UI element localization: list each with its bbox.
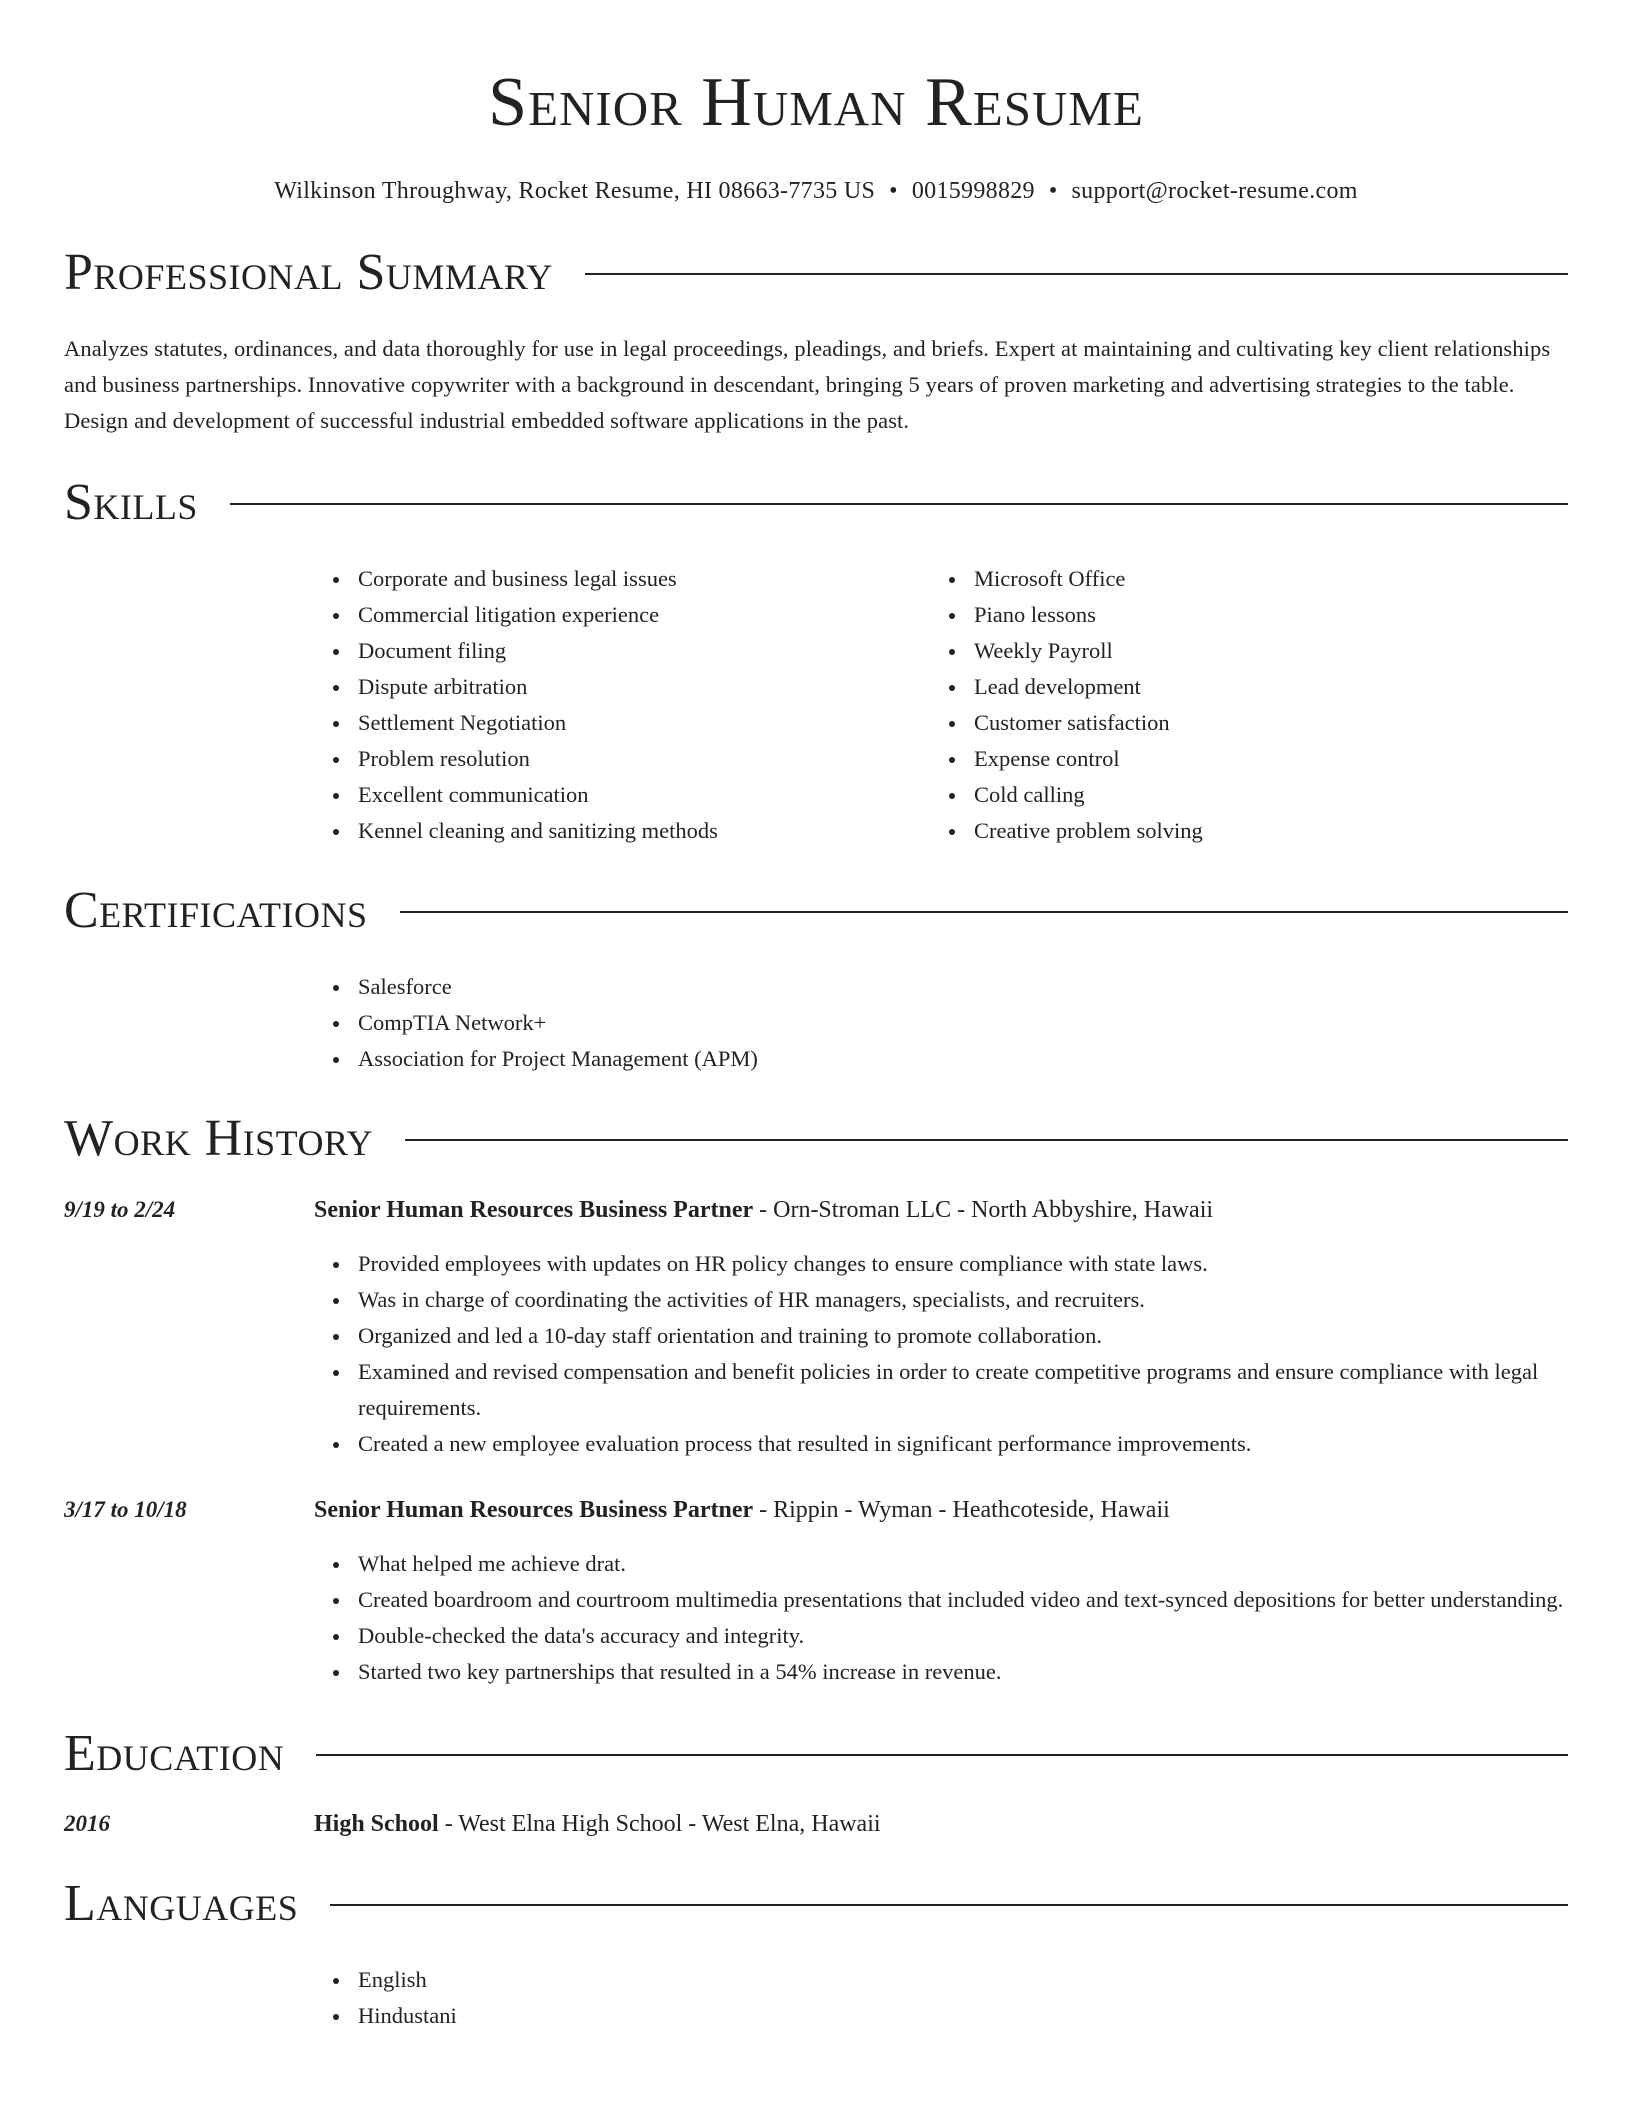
language-item: English xyxy=(358,1962,1568,1998)
work-title: Work History xyxy=(64,1109,374,1167)
job-bullets xyxy=(314,1246,1568,1462)
skill-item: Dispute arbitration xyxy=(358,669,930,705)
contact-address: Wilkinson Throughway, Rocket Resume, HI 08663-7735 US xyxy=(274,178,876,204)
summary-section xyxy=(64,241,1568,439)
job-dates: 9/19 to 2/24 xyxy=(64,1197,176,1222)
job-bullet: Created a new employee evaluation process that resulted in significant performance improvements. xyxy=(358,1426,1568,1462)
job-company: - Orn-Stroman LLC - North Abbyshire, Hawaii xyxy=(753,1197,1214,1223)
skill-item: Expense control xyxy=(974,741,1546,777)
job-bullet: Started two key partnerships that resulted in a 54% increase in revenue. xyxy=(358,1654,1568,1690)
contact-email: support@rocket-resume.com xyxy=(1071,178,1358,204)
job-header xyxy=(64,1492,1568,1528)
job-title-line xyxy=(314,1192,1213,1228)
skill-item: Weekly Payroll xyxy=(974,633,1546,669)
job-bullet: Provided employees with updates on HR policy changes to ensure compliance with state laws. xyxy=(358,1246,1568,1282)
skill-item: Settlement Negotiation xyxy=(358,705,930,741)
languages-section xyxy=(64,1872,1568,2034)
contact-separator: • xyxy=(889,178,898,204)
languages-title: Languages xyxy=(64,1874,299,1932)
work-section xyxy=(64,1107,1568,1690)
section-divider xyxy=(400,911,1568,913)
section-divider xyxy=(330,1904,1568,1906)
job-title-line xyxy=(314,1492,1170,1528)
section-divider xyxy=(316,1754,1568,1756)
skill-item: Excellent communication xyxy=(358,777,930,813)
skill-item: Customer satisfaction xyxy=(974,705,1546,741)
summary-text: Analyzes statutes, ordinances, and data thoroughly for use in legal proceedings, pleadings, and briefs. Expert at maintaining and cultivating key client relationships and business partnerships. Innovative copywriter with a background in descendant, bringing 5 years of proven marketing and advertising strategies to the table. Design and development of successful industrial embedded software applications in the past. xyxy=(64,336,1551,433)
summary-title: Professional Summary xyxy=(64,243,553,301)
section-divider xyxy=(230,503,1568,505)
section-divider xyxy=(585,273,1568,275)
skill-item: Commercial litigation experience xyxy=(358,597,930,633)
skill-item: Problem resolution xyxy=(358,741,930,777)
resume-page xyxy=(64,0,1568,2034)
job-bullet: Double-checked the data's accuracy and integrity. xyxy=(358,1618,1568,1654)
job-entry xyxy=(64,1192,1568,1462)
section-divider xyxy=(405,1139,1568,1141)
skill-item: Creative problem solving xyxy=(974,813,1546,849)
skills-title: Skills xyxy=(64,473,198,531)
skill-item: Microsoft Office xyxy=(974,561,1546,597)
skills-list-left xyxy=(314,561,930,849)
job-position: Senior Human Resources Business Partner xyxy=(314,1497,754,1523)
certification-item: Association for Project Management (APM) xyxy=(358,1041,1568,1077)
contact-line xyxy=(64,176,1568,206)
skills-list-right xyxy=(930,561,1546,849)
contact-phone: 0015998829 xyxy=(911,178,1035,204)
skills-columns xyxy=(314,561,1568,849)
contact-separator: • xyxy=(1048,178,1058,204)
education-school: - West Elna High School - West Elna, Hawaii xyxy=(438,1811,881,1837)
languages-header xyxy=(64,1872,1568,1934)
job-bullets xyxy=(314,1546,1568,1690)
job-header xyxy=(64,1192,1568,1228)
skills-header xyxy=(64,471,1568,533)
job-position: Senior Human Resources Business Partner xyxy=(314,1197,754,1223)
skill-item: Piano lessons xyxy=(974,597,1546,633)
education-header xyxy=(64,1722,1568,1784)
summary-header xyxy=(64,241,1568,303)
skill-item: Kennel cleaning and sanitizing methods xyxy=(358,813,930,849)
job-company: - Rippin - Wyman - Heathcoteside, Hawaii xyxy=(753,1497,1170,1523)
education-section xyxy=(64,1722,1568,1842)
education-year: 2016 xyxy=(64,1811,110,1836)
job-entry xyxy=(64,1492,1568,1690)
skill-item: Document filing xyxy=(358,633,930,669)
education-entry xyxy=(64,1806,1568,1842)
work-header xyxy=(64,1107,1568,1169)
certifications-section xyxy=(64,879,1568,1077)
skill-item: Corporate and business legal issues xyxy=(358,561,930,597)
skill-item: Lead development xyxy=(974,669,1546,705)
education-degree: High School xyxy=(314,1811,439,1837)
certification-item: Salesforce xyxy=(358,969,1568,1005)
skill-item: Cold calling xyxy=(974,777,1546,813)
job-bullet: Examined and revised compensation and benefit policies in order to create competitive programs and ensure compliance with legal requirements. xyxy=(358,1354,1568,1426)
certifications-title: Certifications xyxy=(64,881,368,939)
job-bullet: Organized and led a 10-day staff orientation and training to promote collaboration. xyxy=(358,1318,1568,1354)
certifications-list xyxy=(314,969,1568,1077)
languages-list xyxy=(314,1962,1568,2034)
job-dates: 3/17 to 10/18 xyxy=(64,1497,187,1522)
language-item: Hindustani xyxy=(358,1998,1568,2034)
job-bullet: Was in charge of coordinating the activities of HR managers, specialists, and recruiters. xyxy=(358,1282,1568,1318)
certification-item: CompTIA Network+ xyxy=(358,1005,1568,1041)
certifications-header xyxy=(64,879,1568,941)
job-bullet: Created boardroom and courtroom multimedia presentations that included video and text-synced depositions for better understanding. xyxy=(358,1582,1568,1618)
education-title: Education xyxy=(64,1724,285,1782)
education-title-line xyxy=(314,1806,881,1842)
job-bullet: What helped me achieve drat. xyxy=(358,1546,1568,1582)
skills-section xyxy=(64,471,1568,849)
resume-name: Senior Human Resume xyxy=(488,64,1144,141)
